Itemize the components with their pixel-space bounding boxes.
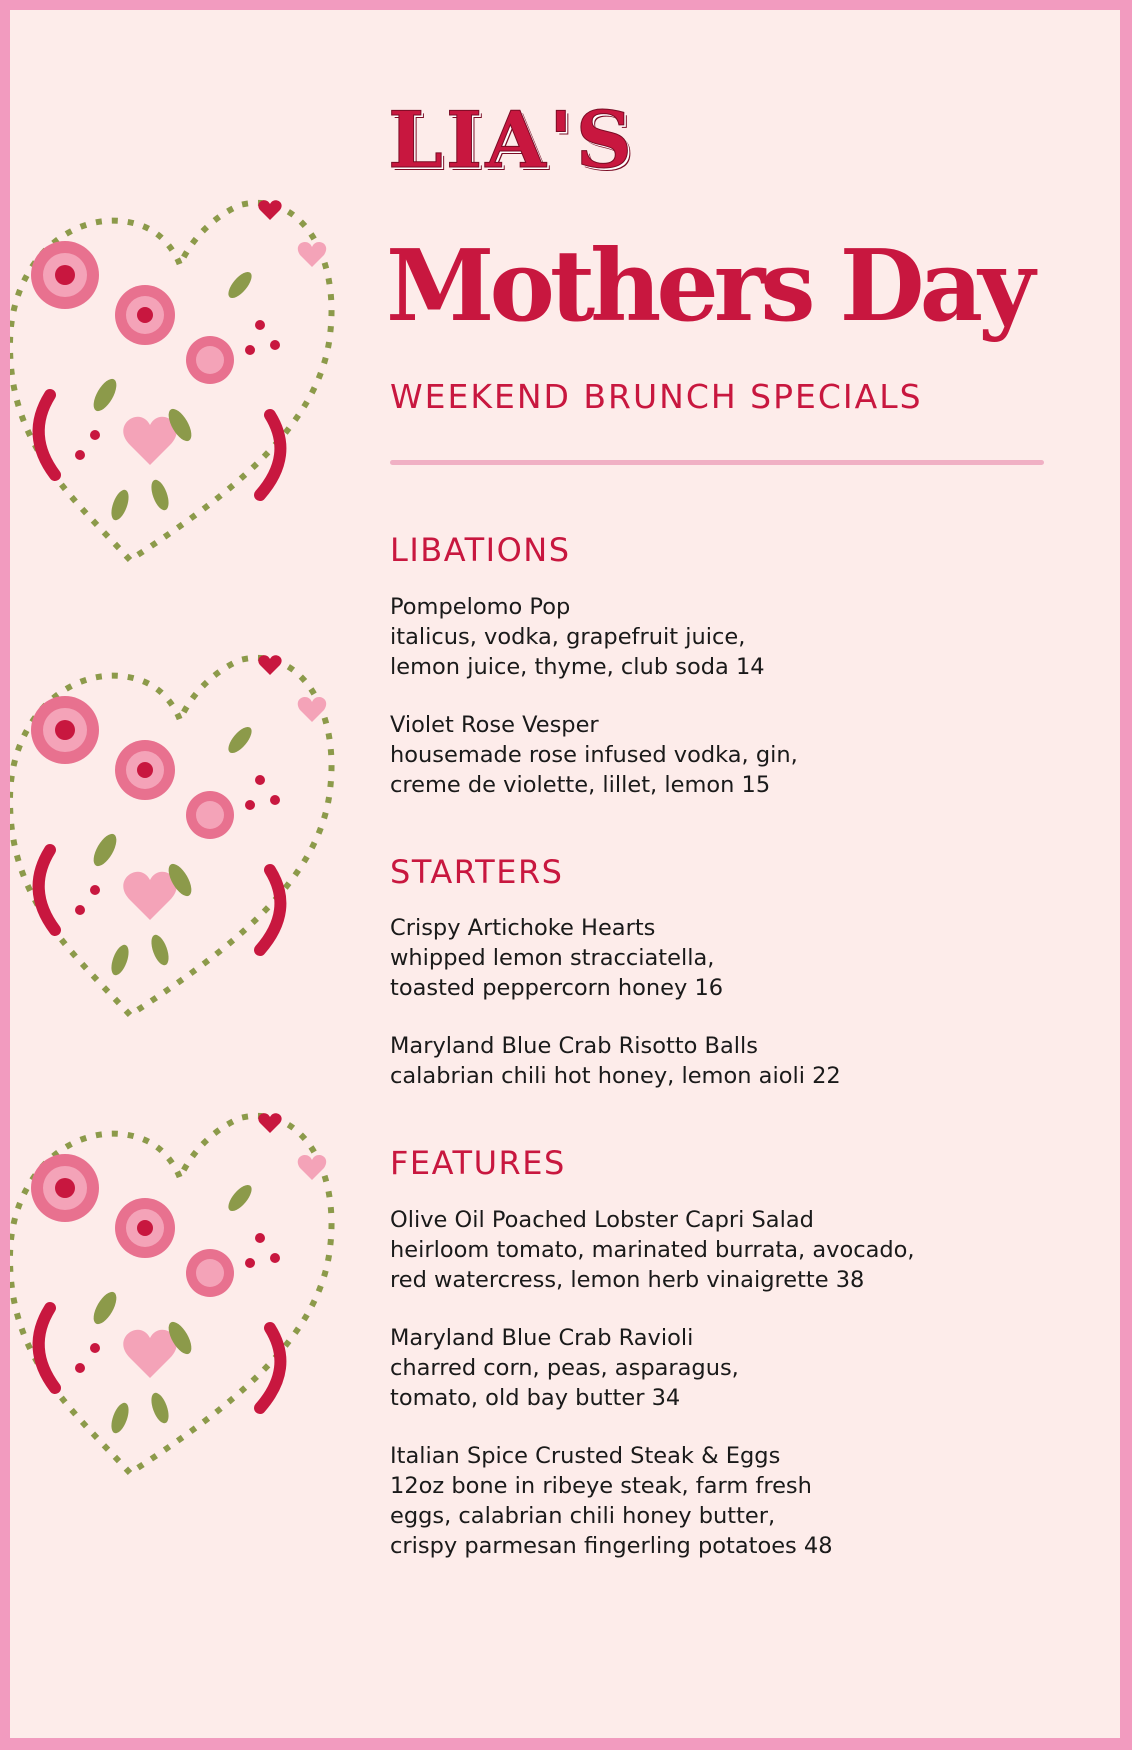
header-divider [390,460,1044,465]
section-title: STARTERS [390,852,564,891]
item-description: tomato, old bay butter 34 [390,1384,681,1411]
item-name: Crispy Artichoke Hearts [390,915,656,942]
section-starters [390,852,1090,1092]
item-description: red watercress, lemon herb vinaigrette 38 [390,1266,865,1293]
menu-item [390,1323,1090,1413]
item-description: housemade rose infused vodka, gin, [390,741,798,768]
menu-item [390,710,1090,800]
item-description: calabrian chili hot honey, lemon aioli 22 [390,1063,841,1090]
item-name: Maryland Blue Crab Ravioli [390,1324,694,1351]
menu-item [390,1031,1090,1091]
menu-item [390,1205,1090,1295]
item-description: whipped lemon stracciatella, [390,945,715,972]
item-description: charred corn, peas, asparagus, [390,1354,739,1381]
item-description: lemon juice, thyme, club soda 14 [390,653,765,680]
item-description: toasted peppercorn honey 16 [390,975,724,1002]
item-name: Italian Spice Crusted Steak & Eggs [390,1442,781,1469]
brand-logo: LIA'S [388,95,636,186]
item-description: eggs, calabrian chili honey butter, [390,1502,776,1529]
section-libations [390,530,1090,800]
menu-content [390,530,1090,1613]
section-features [390,1143,1090,1561]
item-name: Olive Oil Poached Lobster Capri Salad [390,1206,814,1233]
item-description: 12oz bone in ribeye steak, farm fresh [390,1472,812,1499]
item-description: creme de violette, lillet, lemon 15 [390,771,771,798]
item-name: Pompelomo Pop [390,593,571,620]
menu-item [390,1441,1090,1561]
page-title: Mothers Day [386,229,1031,344]
item-name: Violet Rose Vesper [390,711,599,738]
section-title: FEATURES [390,1144,566,1183]
item-description: crispy parmesan fingerling potatoes 48 [390,1532,833,1559]
item-description: heirloom tomato, marinated burrata, avocado, [390,1236,915,1263]
floral-heart-icon [10,650,350,1040]
item-name: Maryland Blue Crab Risotto Balls [390,1033,759,1060]
section-title: LIBATIONS [390,531,571,569]
menu-item [390,592,1090,682]
page-subtitle: WEEKEND BRUNCH SPECIALS [390,377,923,416]
menu-page [10,10,1120,1738]
floral-heart-icon [10,195,350,585]
menu-item [390,913,1090,1003]
item-description: italicus, vodka, grapefruit juice, [390,623,746,650]
floral-heart-icon [10,1108,350,1498]
